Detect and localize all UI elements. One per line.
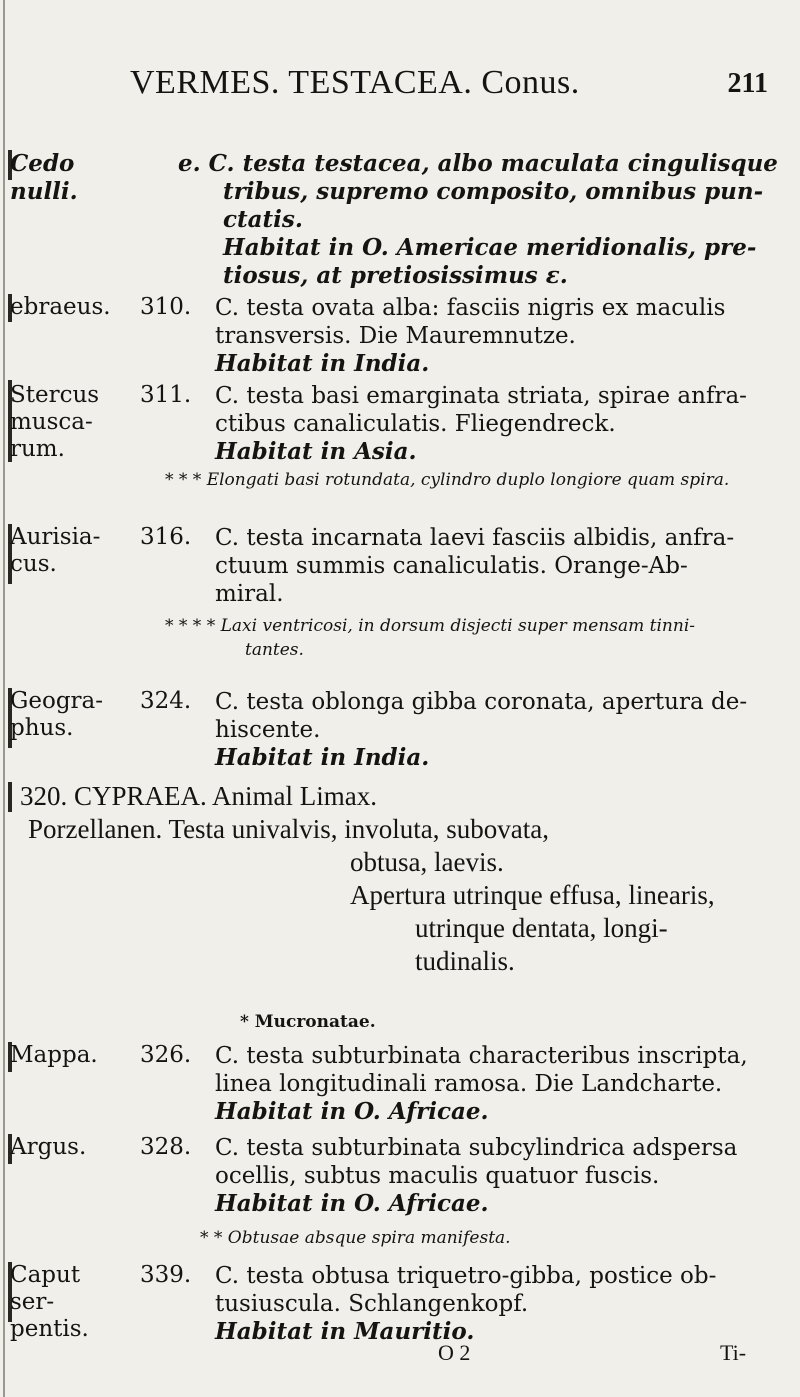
margin-name: Cedo nulli.: [10, 150, 78, 205]
section-note: * * * Elongati basi rotundata, cylindro duplo longiore quam spira.: [165, 470, 730, 490]
entry-text: C. testa incarnata laevi fasciis albidis, anfra- ctuum summis canaliculatis. Orange-Ab- miral.: [215, 525, 735, 607]
section-note: * * * * Laxi ventricosi, in dorsum disjecti super mensam tinni- tantes.: [165, 616, 696, 660]
section-note: * * Obtusae absque spira manifesta.: [200, 1228, 511, 1248]
entry-number: 311.: [140, 382, 192, 408]
entry-text: C. testa basi emarginata striata, spirae anfra- ctibus canaliculatis. Fliegendreck. Habitat in Asia.: [215, 383, 747, 465]
signature-mark: O 2: [438, 1340, 471, 1365]
margin-name: Caput ser- pentis.: [10, 1262, 89, 1342]
entry-text: C. testa subturbinata subcylindrica adspersa ocellis, subtus maculis quatuor fuscis. Habitat in O. Africae.: [215, 1135, 738, 1217]
margin-name: ebraeus.: [10, 294, 111, 320]
page-number: 211: [727, 68, 768, 99]
page-edge-line: [3, 0, 5, 1397]
entry-number: 326.: [140, 1042, 192, 1068]
entry-number: 339.: [140, 1262, 192, 1288]
header-title: VERMES. TESTACEA. Conus.: [130, 64, 580, 101]
genus-heading: 320. CYPRAEA. Animal Limax. Porzellanen. Testa univalvis, involuta, subovata, obtusa, laevis. Apertura utrinque effusa, linearis, utrinque dentata, longi- tudinalis.: [20, 781, 715, 976]
margin-name: Geogra- phus.: [10, 688, 104, 741]
entry-number: 328.: [140, 1134, 192, 1160]
margin-name: Mappa.: [10, 1042, 98, 1068]
entry-text: C. testa oblonga gibba coronata, apertura de- hiscente. Habitat in India.: [215, 689, 748, 771]
entry-text: C. testa obtusa triquetro-gibba, postice ob- tusiuscula. Schlangenkopf. Habitat in Mauritio.: [215, 1263, 717, 1345]
running-header: [130, 64, 770, 114]
margin-name: Stercus musca- rum.: [10, 382, 100, 462]
entry-number: 316.: [140, 524, 192, 550]
binding-mark: [8, 782, 12, 812]
entry-text: C. testa ovata alba: fasciis nigris ex maculis transversis. Die Mauremnutze. Habitat in India.: [215, 295, 726, 377]
entry-number: 324.: [140, 688, 192, 714]
margin-name: Argus.: [10, 1134, 87, 1160]
margin-name: Aurisia- cus.: [10, 524, 101, 577]
entry-text: C. testa subturbinata characteribus inscripta, linea longitudinali ramosa. Die Landcharte. Habitat in O. Africae.: [215, 1043, 748, 1125]
catchword: Ti-: [720, 1340, 747, 1365]
section-note: * Mucronatae.: [240, 1012, 376, 1032]
entry-text: e. C. testa testacea, albo maculata cingulisque tribus, supremo composito, omnibus pun- ctatis. Habitat in O. Americae meridionalis, pre- tiosus, at pretiosissimus ε.: [178, 150, 778, 289]
entry-number: 310.: [140, 294, 192, 320]
